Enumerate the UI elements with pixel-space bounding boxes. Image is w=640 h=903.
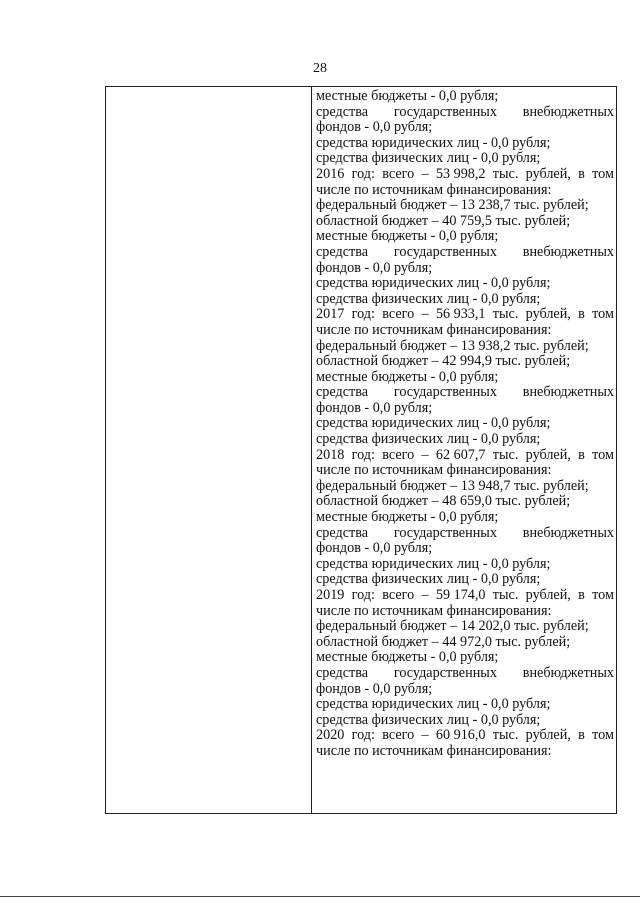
table-left-column [106, 87, 312, 813]
justified-word: внебюджетных [522, 384, 614, 401]
table-text-line: средства физических лиц - 0,0 рубля; [316, 431, 541, 448]
justified-word: в [578, 727, 585, 744]
table-text-line: местные бюджеты - 0,0 рубля; [316, 368, 499, 385]
justified-word: внебюджетных [522, 664, 614, 681]
justified-word: внебюджетных [522, 243, 614, 260]
justified-word: тыс. [492, 446, 519, 463]
justified-word: в [578, 306, 585, 323]
justified-word: всего [382, 727, 415, 744]
justified-word: 56 933,1 [435, 306, 486, 323]
table-text-line: областной бюджет – 48 659,0 тыс. рублей; [316, 493, 571, 510]
table-text-line: средства юридических лиц - 0,0 рубля; [316, 134, 551, 151]
table-text-line: федеральный бюджет – 13 238,7 тыс. рублей; [316, 197, 589, 214]
justified-word: 2018 [316, 446, 345, 463]
table-text-line: средства юридических лиц - 0,0 рубля; [316, 555, 551, 572]
justified-word: год: [351, 306, 375, 323]
table-text-line [316, 588, 614, 604]
justified-word: всего [382, 165, 415, 182]
justified-word: год: [351, 165, 375, 182]
justified-word: 2016 [316, 165, 345, 182]
justified-word: год: [351, 587, 375, 603]
justified-word: государственных [393, 524, 497, 541]
justified-word: всего [382, 306, 415, 323]
justified-word: 53 998,2 [435, 165, 486, 182]
justified-word: – [421, 727, 429, 744]
justified-word: – [421, 446, 429, 463]
table-text-line: средства юридических лиц - 0,0 рубля; [316, 696, 551, 713]
justified-word: средства [316, 384, 369, 401]
justified-word: 2020 [316, 727, 345, 744]
table-text-line: средства юридических лиц - 0,0 рубля; [316, 275, 551, 292]
table-text-line: фондов - 0,0 рубля; [316, 540, 433, 557]
justified-word: год: [351, 446, 375, 463]
justified-word: внебюджетных [522, 524, 614, 541]
justified-word: средства [316, 524, 369, 541]
page-bottom-rule [0, 896, 640, 897]
justified-word: – [421, 165, 429, 182]
table-text-line [316, 666, 614, 682]
justified-word: рублей, [525, 446, 571, 463]
justified-word: 59 174,0 [435, 587, 486, 603]
justified-word: средства [316, 664, 369, 681]
table-text-line [316, 167, 614, 183]
justified-word: всего [382, 446, 415, 463]
justified-word: рублей, [525, 587, 571, 603]
table-text-line [316, 448, 614, 464]
justified-word: государственных [393, 384, 497, 401]
justified-word: всего [382, 587, 415, 603]
justified-word: год: [351, 727, 375, 744]
table-text-line: фондов - 0,0 рубля; [316, 399, 433, 416]
justified-word: рублей, [525, 165, 571, 182]
justified-word: рублей, [525, 306, 571, 323]
justified-word: 62 607,7 [435, 446, 486, 463]
justified-word: – [421, 587, 429, 603]
justified-word: государственных [393, 103, 497, 120]
table-text-line: федеральный бюджет – 13 948,7 тыс. рублей; [316, 477, 589, 494]
table-text-line: фондов - 0,0 рубля; [316, 259, 433, 276]
justified-word: том [592, 727, 614, 744]
justified-word: тыс. [492, 587, 519, 603]
justified-word: 60 916,0 [435, 727, 486, 744]
table-text-line: числе по источникам финансирования: [316, 181, 552, 198]
justified-word: том [592, 587, 614, 603]
justified-word: в [578, 587, 585, 603]
table-text-line: областной бюджет – 44 972,0 тыс. рублей; [316, 633, 571, 650]
justified-word: средства [316, 103, 369, 120]
table-text-line [316, 526, 614, 542]
table-text-line: средства юридических лиц - 0,0 рубля; [316, 415, 551, 432]
table-text-line: средства физических лиц - 0,0 рубля; [316, 571, 541, 588]
justified-word: 2017 [316, 306, 345, 323]
justified-word: в [578, 165, 585, 182]
table-text-line: федеральный бюджет – 14 202,0 тыс. рублей; [316, 618, 589, 635]
justified-word: государственных [393, 664, 497, 681]
justified-word: тыс. [492, 727, 519, 744]
justified-word: – [421, 306, 429, 323]
table-text-line: числе по источникам финансирования: [316, 462, 552, 479]
justified-word: тыс. [492, 306, 519, 323]
table-text-line: средства физических лиц - 0,0 рубля; [316, 150, 541, 167]
justified-word: тыс. [492, 165, 519, 182]
justified-word: 2019 [316, 587, 345, 603]
table-text-line: числе по источникам финансирования: [316, 321, 552, 338]
justified-word: том [592, 165, 614, 182]
table-text-line: числе по источникам финансирования: [316, 742, 552, 759]
table-text-line [316, 728, 614, 744]
table-right-column [316, 89, 614, 760]
justified-word: государственных [393, 243, 497, 260]
table-text-line: числе по источникам финансирования: [316, 602, 552, 619]
table-text-line: местные бюджеты - 0,0 рубля; [316, 649, 499, 666]
justified-word: рублей, [525, 727, 571, 744]
table-text-line: местные бюджеты - 0,0 рубля; [316, 228, 499, 245]
table-text-line [316, 105, 614, 121]
table-text-line [316, 307, 614, 323]
table-text-line: фондов - 0,0 рубля; [316, 680, 433, 697]
page-number: 28 [313, 61, 327, 76]
table-text-line [316, 385, 614, 401]
table-text-line: местные бюджеты - 0,0 рубля; [316, 88, 499, 104]
table-text-line: фондов - 0,0 рубля; [316, 119, 433, 136]
justified-word: том [592, 306, 614, 323]
justified-word: средства [316, 243, 369, 260]
table-text-line: областной бюджет – 42 994,9 тыс. рублей; [316, 353, 571, 370]
justified-word: внебюджетных [522, 103, 614, 120]
table-text-line [316, 245, 614, 261]
table-text-line: средства физических лиц - 0,0 рубля; [316, 711, 541, 728]
table-text-line: средства физических лиц - 0,0 рубля; [316, 290, 541, 307]
table-text-line: местные бюджеты - 0,0 рубля; [316, 509, 499, 526]
table-text-line: областной бюджет – 40 759,5 тыс. рублей; [316, 212, 571, 229]
table-text-line: федеральный бюджет – 13 938,2 тыс. рублей; [316, 337, 589, 354]
financing-table [105, 86, 617, 814]
justified-word: в [578, 446, 585, 463]
justified-word: том [592, 446, 614, 463]
